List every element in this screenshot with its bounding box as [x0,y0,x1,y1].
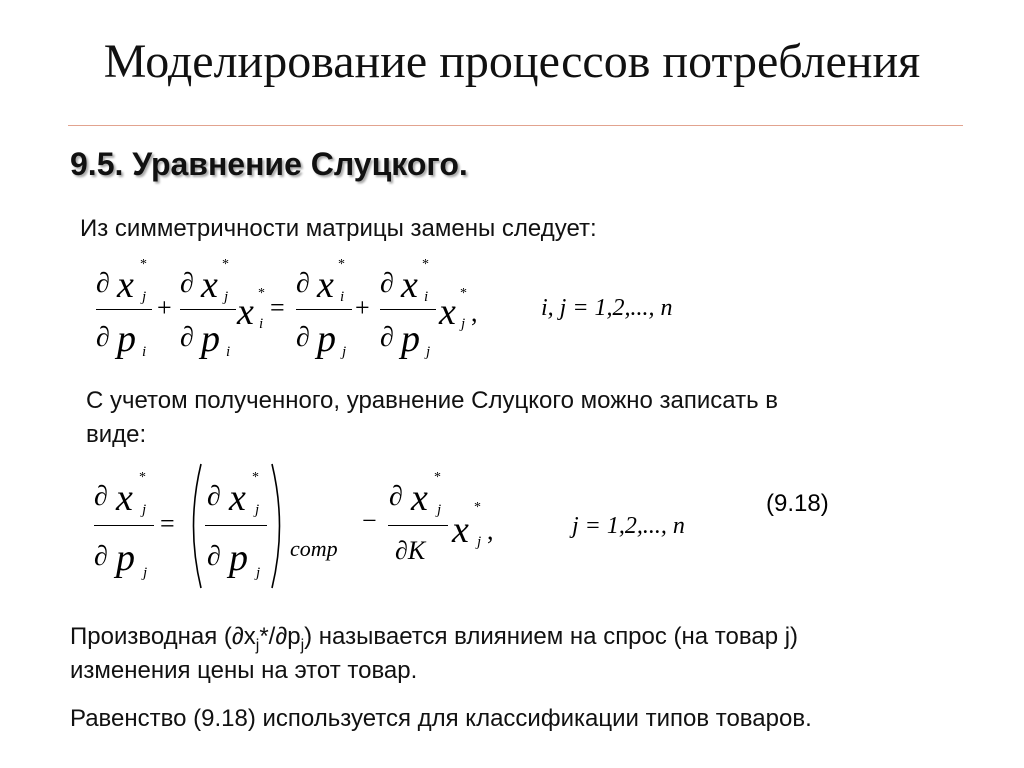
superscript-star: * [222,257,229,272]
plus-sign: + [355,293,370,322]
var-x: x [116,477,133,519]
var-x: x [401,264,418,306]
paragraph-line-1: С учетом полученного, уравнение Слуцкого можно записать в [86,387,779,414]
var-x: x [117,264,134,306]
equation-number: (9.18) [766,490,829,517]
subscript-i: i [142,344,147,360]
subscript-j: j [477,534,482,550]
superscript-star: * [139,470,146,485]
subscript-j: j [300,636,305,654]
subscript-j: j [255,636,260,654]
var-x: x [201,264,218,306]
index-range: j = 1,2,..., n [572,513,685,539]
fraction-bar [205,525,267,526]
subscript-j: j [142,289,147,305]
left-paren-icon [183,462,205,590]
section-heading: 9.5. Уравнение Слуцкого. [70,146,468,182]
superscript-star: * [434,470,441,485]
partial-symbol: ∂ [380,322,394,353]
subscript-j: j [342,344,347,360]
partial-symbol: ∂ [389,481,403,512]
var-p: p [401,318,420,360]
subscript-i: i [226,344,231,360]
subscript-i: i [424,289,429,305]
subscript-j: j [143,565,148,581]
derivative-text: Производная (∂x [70,623,256,650]
derivative-line-2: изменения цены на этот товар. [70,657,418,684]
subscript-j: j [461,316,466,332]
var-x: x [237,291,254,333]
derivative-text: ) называется влиянием на спрос (на товар j) [304,623,799,650]
partial-symbol: ∂ [96,268,110,299]
superscript-star: * [258,286,265,301]
subscript-j: j [426,344,431,360]
partial-symbol: ∂ [180,322,194,353]
partial-symbol: ∂ [380,268,394,299]
comma: , [471,298,478,327]
superscript-star: * [338,257,345,272]
var-x: x [229,477,246,519]
var-p: p [116,537,135,579]
superscript-star: * [140,257,147,272]
var-p: p [201,318,220,360]
var-x: x [317,264,334,306]
plus-sign: + [157,293,172,322]
derivative-text: */∂p [259,623,301,650]
partial-symbol: ∂ [296,268,310,299]
var-p: p [229,537,248,579]
var-x: x [439,291,456,333]
var-x: x [452,509,469,551]
subscript-j: j [255,502,260,518]
partial-symbol: ∂ [296,322,310,353]
superscript-star: * [460,286,467,301]
var-x: x [411,477,428,519]
partial-symbol: ∂ [94,481,108,512]
comma: , [487,516,494,545]
minus-sign: − [362,506,377,535]
subscript-i: i [259,316,264,332]
superscript-star: * [474,500,481,515]
subscript-comp: comp [290,536,338,561]
superscript-star: * [422,257,429,272]
partial-symbol: ∂ [94,541,108,572]
partial-symbol: ∂ [207,541,221,572]
superscript-star: * [252,470,259,485]
partial-symbol: ∂ [96,322,110,353]
equals-sign: = [160,509,175,538]
subscript-j: j [142,502,147,518]
var-p: p [317,318,336,360]
fraction-bar [94,525,154,526]
partial-K: ∂K [395,536,426,565]
partial-symbol: ∂ [180,268,194,299]
equals-sign: = [270,293,285,322]
slide-title: Моделирование процессов потребления [103,35,921,88]
intro-text: Из симметричности матрицы замены следует: [80,215,597,242]
final-text: Равенство (9.18) используется для классификации типов товаров. [70,705,812,732]
subscript-j: j [437,502,442,518]
partial-symbol: ∂ [207,481,221,512]
subscript-j: j [256,565,261,581]
index-range: i, j = 1,2,..., n [541,295,673,321]
subscript-j: j [224,289,229,305]
fraction-bar [388,525,448,526]
right-paren-icon [268,462,290,590]
subscript-i: i [340,289,345,305]
paragraph-line-2: виде: [86,421,147,448]
var-p: p [117,318,136,360]
